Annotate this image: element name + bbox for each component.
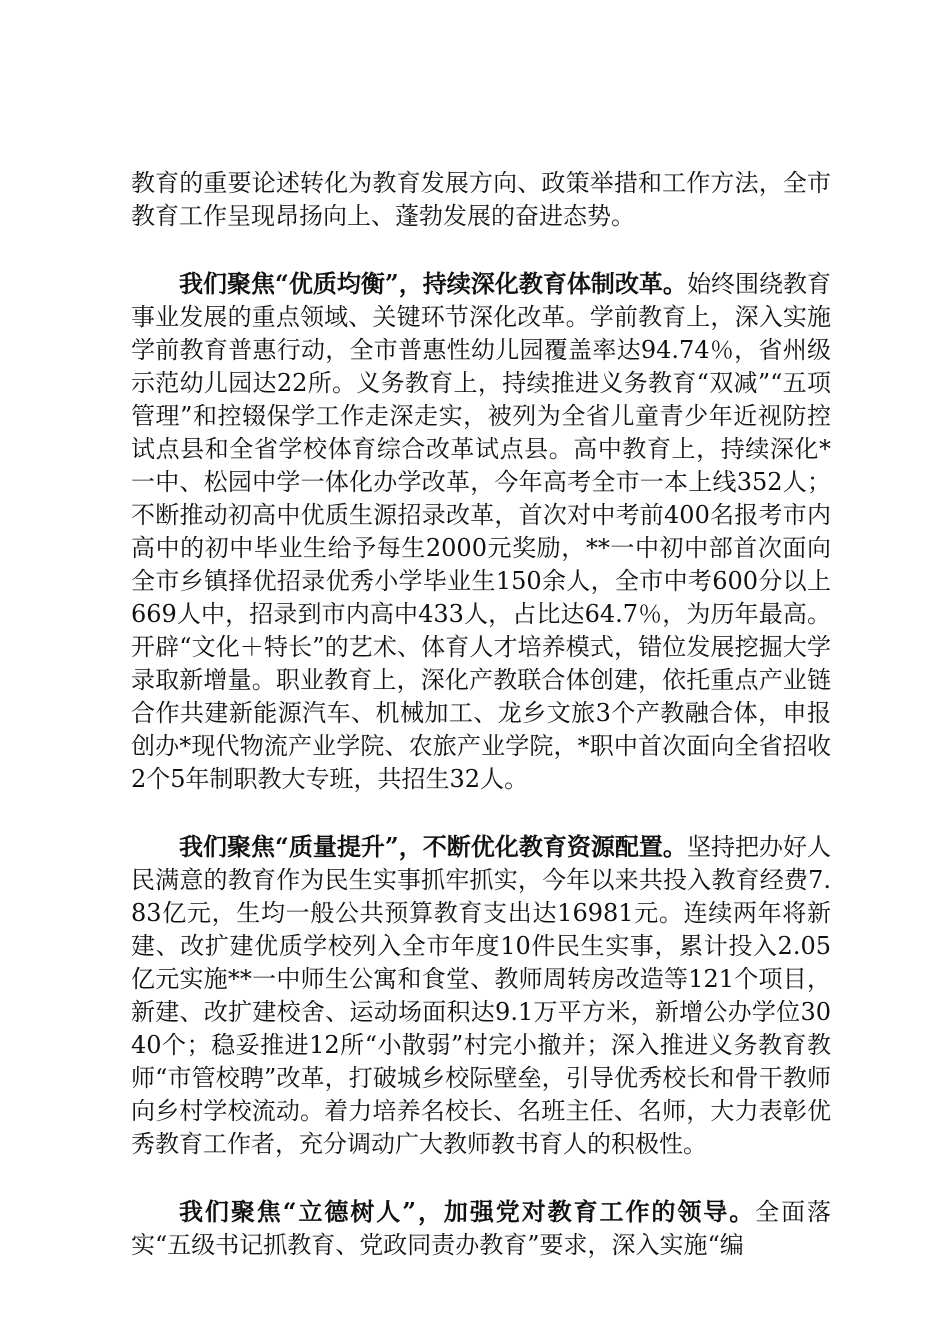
paragraph-lead: 我们聚焦“优质均衡”，持续深化教育体制改革。 [179,269,687,298]
paragraph-text: 教育的重要论述转化为教育发展方向、政策举措和工作方法，全市教育工作呈现昂扬向上、蓬勃发展的奋进态势。 [131,169,831,230]
paragraph-text: 全面落实“五级书记抓教育、党政同责办教育”要求，深入实施“编 [131,1198,832,1259]
paragraph-lead: 我们聚焦“立德树人”，加强党对教育工作的领导。 [179,1197,756,1226]
paragraph-moral-education [131,1195,831,1262]
paragraph-quality-improvement [131,830,831,1161]
paragraph-text: 始终围绕教育事业发展的重点领域、关键环节深化改革。学前教育上，深入实施学前教育普惠行动，全市普惠性幼儿园覆盖率达94.74％，省州级示范幼儿园达22所。义务教育上，持续推进义务教育“双减”“五项管理”和控辍保学工作走深走实，被列为全省儿童青少年近视防控试点县和全省学校体育综合改革试点县。高中教育上，持续深化*一中、松园中学一体化办学改革，今年高考全市一本上线352人；不断推动初高中优质生源招录改革，首次对中考前400名报考市内高中的初中毕业生给予每生2000元奖励，**一中初中部首次面向全市乡镇择优招录优秀小学毕业生150余人，全市中考600分以上669人中，招录到市内高中433人，占比达64.7％，为历年最高。开辟“文化＋特长”的艺术、体育人才培养模式，错位发展挖掘大学录取新增量。职业教育上，深化产教联合体创建，依托重点产业链合作共建新能源汽车、机械加工、龙乡文旅3个产教融合体，申报创办*现代物流产业学院、农旅产业学院，*职中首次面向全省招收2个5年制职教大专班，共招生32人。 [131,270,832,793]
document-body [131,166,831,1296]
paragraph-lead: 我们聚焦“质量提升”，不断优化教育资源配置。 [179,832,687,861]
paragraph-quality-balance [131,267,831,796]
paragraph-continued [131,166,831,233]
paragraph-text: 坚持把办好人民满意的教育作为民生实事抓牢抓实，今年以来共投入教育经费7.83亿元，生均一般公共预算教育支出达16981元。连续两年将新建、改扩建优质学校列入全市年度10件民生实事，累计投入2.05亿元实施**一中师生公寓和食堂、教师周转房改造等121个项目，新建、改扩建校舍、运动场面积达9.1万平方米，新增公办学位3040个；稳妥推进12所“小散弱”村完小撤并；深入推进义务教育教师“市管校聘”改革，打破城乡校际壁垒，引导优秀校长和骨干教师向乡村学校流动。着力培养名校长、名班主任、名师，大力表彰优秀教育工作者，充分调动广大教师教书育人的积极性。 [131,833,832,1158]
